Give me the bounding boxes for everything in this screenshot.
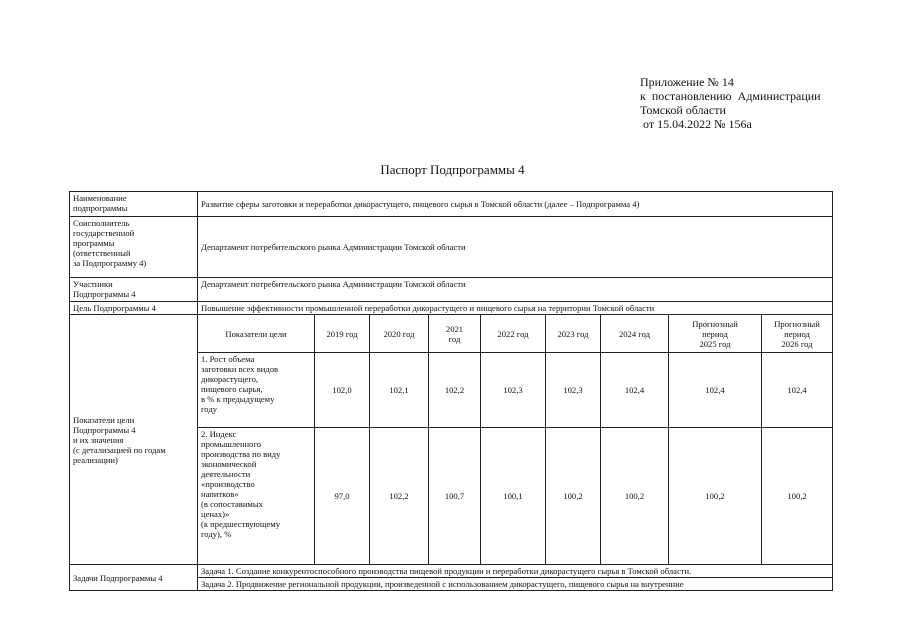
- indicator-header-2025: Прогнозный период 2025 год: [669, 315, 762, 353]
- appendix-note: [640, 75, 821, 131]
- row-value-goal: Повышение эффективности промышленной переработки дикорастущего и пищевого сырья на территории Томской области: [198, 302, 833, 315]
- page-title: Паспорт Подпрограммы 4: [380, 162, 525, 177]
- row-label-coexecutor: Соисполнитель государственной программы (ответственный за Подпрограмму 4): [70, 217, 198, 278]
- indicator-name: 2. Индекс промышленного производства по виду экономической деятельности «производство напитков» (в сопоставимых ценах)» (к предшествующему году), %: [198, 428, 315, 565]
- indicator-value: 102,4: [601, 353, 669, 428]
- table-row: [70, 302, 833, 315]
- task-item: Задача 2. Продвижение региональной продукции, произведенной с использованием дикорастущего, пищевого сырья на внутренние: [198, 578, 833, 591]
- indicator-value: 102,2: [429, 353, 481, 428]
- task-row: [70, 565, 833, 578]
- task-item: Задача 1. Создание конкурентоспособного производства пищевой продукции и переработки дикорастущего сырья в Томской области.: [198, 565, 833, 578]
- indicator-value: 102,3: [546, 353, 601, 428]
- indicator-header-2021: 2021 год: [429, 315, 481, 353]
- indicator-value: 100,1: [481, 428, 546, 565]
- indicator-header-2022: 2022 год: [481, 315, 546, 353]
- indicator-header-2020: 2020 год: [370, 315, 429, 353]
- indicator-value: 102,1: [370, 353, 429, 428]
- row-label-indicators: Показатели цели Подпрограммы 4 и их значения (с детализацией по годам реализации): [70, 315, 198, 565]
- indicator-name: 1. Рост объема заготовки всех видов дикорастущего, пищевого сырья, в % к предыдущему году: [198, 353, 315, 428]
- indicator-value: 102,2: [370, 428, 429, 565]
- indicator-header-2026: Прогнозный период 2026 год: [762, 315, 833, 353]
- indicator-value: 100,2: [669, 428, 762, 565]
- row-label-name: Наименование подпрограммы: [70, 192, 198, 217]
- row-label-participants: Участники Подпрограммы 4: [70, 278, 198, 302]
- passport-table: [69, 191, 833, 591]
- indicator-value: 100,7: [429, 428, 481, 565]
- indicator-value: 100,2: [601, 428, 669, 565]
- row-label-goal: Цель Подпрограммы 4: [70, 302, 198, 315]
- appendix-date: от 15.04.2022 № 156а: [640, 117, 752, 131]
- indicator-value: 100,2: [546, 428, 601, 565]
- indicator-header-row: [70, 315, 833, 353]
- appendix-number: Приложение № 14: [640, 75, 734, 89]
- row-value-coexecutor: Департамент потребительского рынка Администрации Томской области: [198, 217, 833, 278]
- indicator-value: 100,2: [762, 428, 833, 565]
- indicator-header-2023: 2023 год: [546, 315, 601, 353]
- indicator-value: 97,0: [315, 428, 370, 565]
- table-row: [70, 217, 833, 278]
- indicator-header-2024: 2024 год: [601, 315, 669, 353]
- appendix-reference: к постановлению Администрации: [640, 89, 821, 103]
- table-row: [70, 192, 833, 217]
- row-value-name: Развитие сферы заготовки и переработки дикорастущего, пищевого сырья в Томской области (далее – Подпрограмма 4): [198, 192, 833, 217]
- indicator-value: 102,3: [481, 353, 546, 428]
- row-label-tasks: Задачи Подпрограммы 4: [70, 565, 198, 591]
- table-row: [70, 278, 833, 302]
- row-value-participants: Департамент потребительского рынка Администрации Томской области: [198, 278, 833, 302]
- indicator-header-2019: 2019 год: [315, 315, 370, 353]
- indicator-value: 102,4: [669, 353, 762, 428]
- indicator-value: 102,4: [762, 353, 833, 428]
- indicator-value: 102,0: [315, 353, 370, 428]
- indicator-header-name: Показатели цели: [198, 315, 315, 353]
- appendix-region: Томской области: [640, 103, 726, 117]
